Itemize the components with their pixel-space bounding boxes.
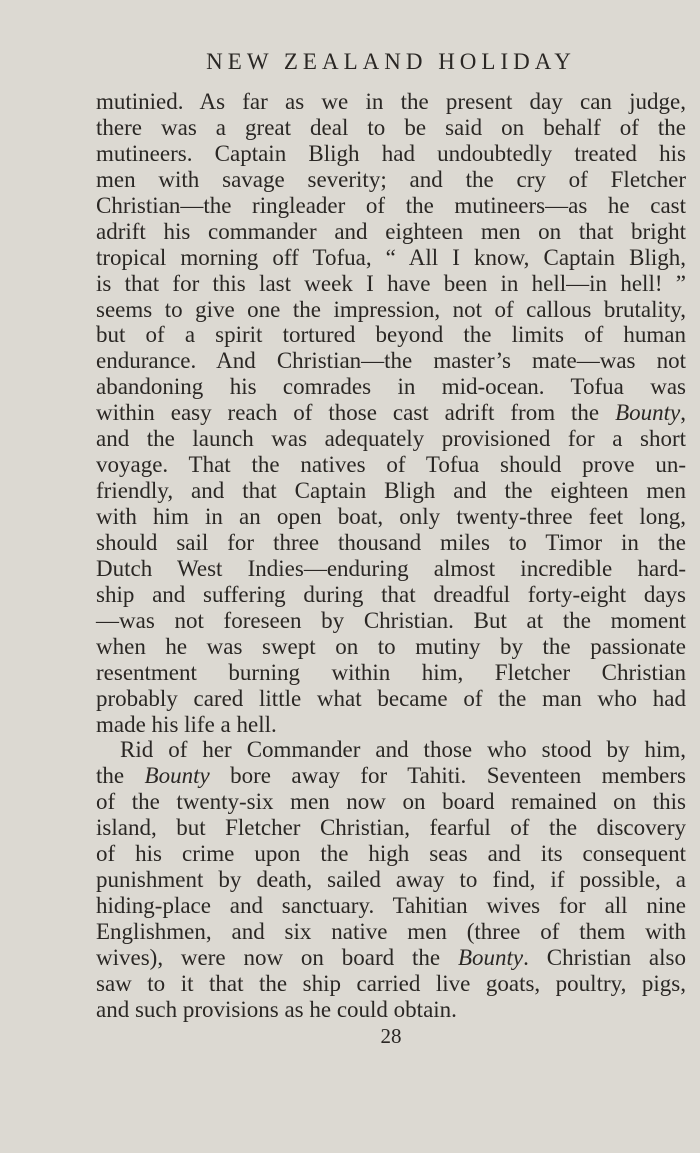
text-line bbox=[96, 167, 686, 193]
body-text bbox=[96, 89, 686, 1023]
line-text: within easy reach of those cast adrift from the bbox=[96, 400, 616, 426]
line-text: Christian—the ringleader of the mutineers—as he cast bbox=[96, 192, 686, 218]
line-text: and such provisions as he could obtain. bbox=[96, 996, 457, 1022]
line-text: there was a great deal to be said on behalf of the bbox=[96, 114, 686, 140]
ship-name-italic: Bounty bbox=[144, 763, 210, 789]
text-line bbox=[96, 763, 686, 789]
line-text: —was not foreseen by Christian. But at the moment bbox=[96, 607, 686, 633]
line-text: endurance. And Christian—the master’s mate—was not bbox=[96, 348, 686, 374]
line-text: voyage. That the natives of Tofua should prove un- bbox=[96, 452, 686, 478]
text-line bbox=[96, 582, 686, 608]
line-text: Rid of her Commander and those who stood by him, bbox=[120, 737, 686, 763]
line-text: adrift his commander and eighteen men on that bright bbox=[96, 218, 686, 244]
text-line bbox=[96, 686, 686, 712]
line-text: ship and suffering during that dreadful forty-eight days bbox=[96, 581, 686, 607]
line-text: wives), were now on board the bbox=[96, 944, 458, 970]
text-line bbox=[96, 141, 686, 167]
text-line bbox=[96, 971, 686, 997]
text-line bbox=[96, 271, 686, 297]
text-line bbox=[96, 219, 686, 245]
line-text: friendly, and that Captain Bligh and the eighteen men bbox=[96, 478, 686, 504]
text-line bbox=[96, 945, 686, 971]
line-text: with him in an open boat, only twenty-three feet long, bbox=[96, 504, 686, 529]
text-line bbox=[96, 634, 686, 660]
line-text: should sail for three thousand miles to Timor in the bbox=[96, 529, 686, 555]
line-text: hiding-place and sanctuary. Tahitian wives for all nine bbox=[96, 893, 686, 919]
text-line bbox=[96, 115, 686, 141]
text-line bbox=[96, 504, 686, 530]
line-text: probably cared little what became of the man who had bbox=[96, 685, 686, 711]
line-text: when he was swept on to mutiny by the passionate bbox=[96, 633, 686, 659]
text-line bbox=[96, 452, 686, 478]
line-text: men with savage severity; and the cry of Fletcher bbox=[96, 166, 686, 192]
ship-name-italic: Bounty bbox=[457, 944, 524, 970]
line-text: mutineers. Captain Bligh had undoubtedly treated his bbox=[96, 140, 686, 166]
line-text: island, but Fletcher Christian, fearful of the discovery bbox=[96, 815, 686, 841]
line-text: made his life a hell. bbox=[96, 711, 277, 737]
line-text: and the launch was adequately provisioned for a short bbox=[96, 426, 686, 452]
line-text: is that for this last week I have been in hell—in hell! ” bbox=[96, 270, 686, 296]
line-text: resentment burning within him, Fletcher Christian bbox=[96, 659, 686, 685]
line-text-after: , bbox=[680, 400, 686, 426]
text-line bbox=[96, 478, 686, 504]
text-line bbox=[96, 245, 686, 271]
text-line bbox=[96, 322, 686, 348]
line-text: but of a spirit tortured beyond the limits of human bbox=[96, 322, 686, 348]
text-line bbox=[96, 556, 686, 582]
text-line bbox=[96, 841, 686, 867]
line-text: Englishmen, and six native men (three of them with bbox=[96, 919, 686, 944]
line-text: seems to give one the impression, not of callous brutality, bbox=[96, 296, 686, 322]
text-line bbox=[96, 997, 686, 1023]
line-text: Dutch West Indies—enduring almost incredible hard- bbox=[96, 555, 686, 581]
text-line bbox=[96, 400, 686, 426]
line-text: punishment by death, sailed away to find, if possible, a bbox=[96, 867, 686, 893]
text-line bbox=[96, 608, 686, 634]
line-text-after: bore away for Tahiti. Seventeen members bbox=[209, 763, 686, 789]
text-line bbox=[96, 660, 686, 686]
running-head: NEW ZEALAND HOLIDAY bbox=[206, 49, 576, 74]
text-line bbox=[96, 374, 686, 400]
text-line bbox=[96, 426, 686, 452]
text-line bbox=[96, 712, 686, 738]
text-line bbox=[96, 919, 686, 945]
text-line bbox=[96, 348, 686, 374]
line-text: saw to it that the ship carried live goats, poultry, pigs, bbox=[96, 970, 686, 996]
text-line bbox=[96, 89, 686, 115]
line-text: abandoning his comrades in mid-ocean. Tofua was bbox=[96, 374, 686, 400]
line-text-after: . Christian also bbox=[523, 944, 686, 970]
text-line bbox=[96, 815, 686, 841]
text-line bbox=[96, 893, 686, 919]
line-text: of his crime upon the high seas and its consequent bbox=[96, 841, 686, 867]
text-line bbox=[96, 193, 686, 219]
text-line bbox=[96, 297, 686, 323]
text-line bbox=[96, 867, 686, 893]
ship-name-italic: Bounty bbox=[615, 400, 681, 426]
line-text: mutinied. As far as we in the present day can judge, bbox=[96, 89, 686, 114]
text-line bbox=[96, 737, 686, 763]
line-text: the bbox=[96, 763, 145, 789]
line-text: of the twenty-six men now on board remained on this bbox=[96, 789, 686, 815]
line-text: tropical morning off Tofua, “ All I know, Captain Bligh, bbox=[96, 244, 686, 270]
text-line bbox=[96, 789, 686, 815]
text-line bbox=[96, 530, 686, 556]
page-number: 28 bbox=[380, 1024, 402, 1048]
